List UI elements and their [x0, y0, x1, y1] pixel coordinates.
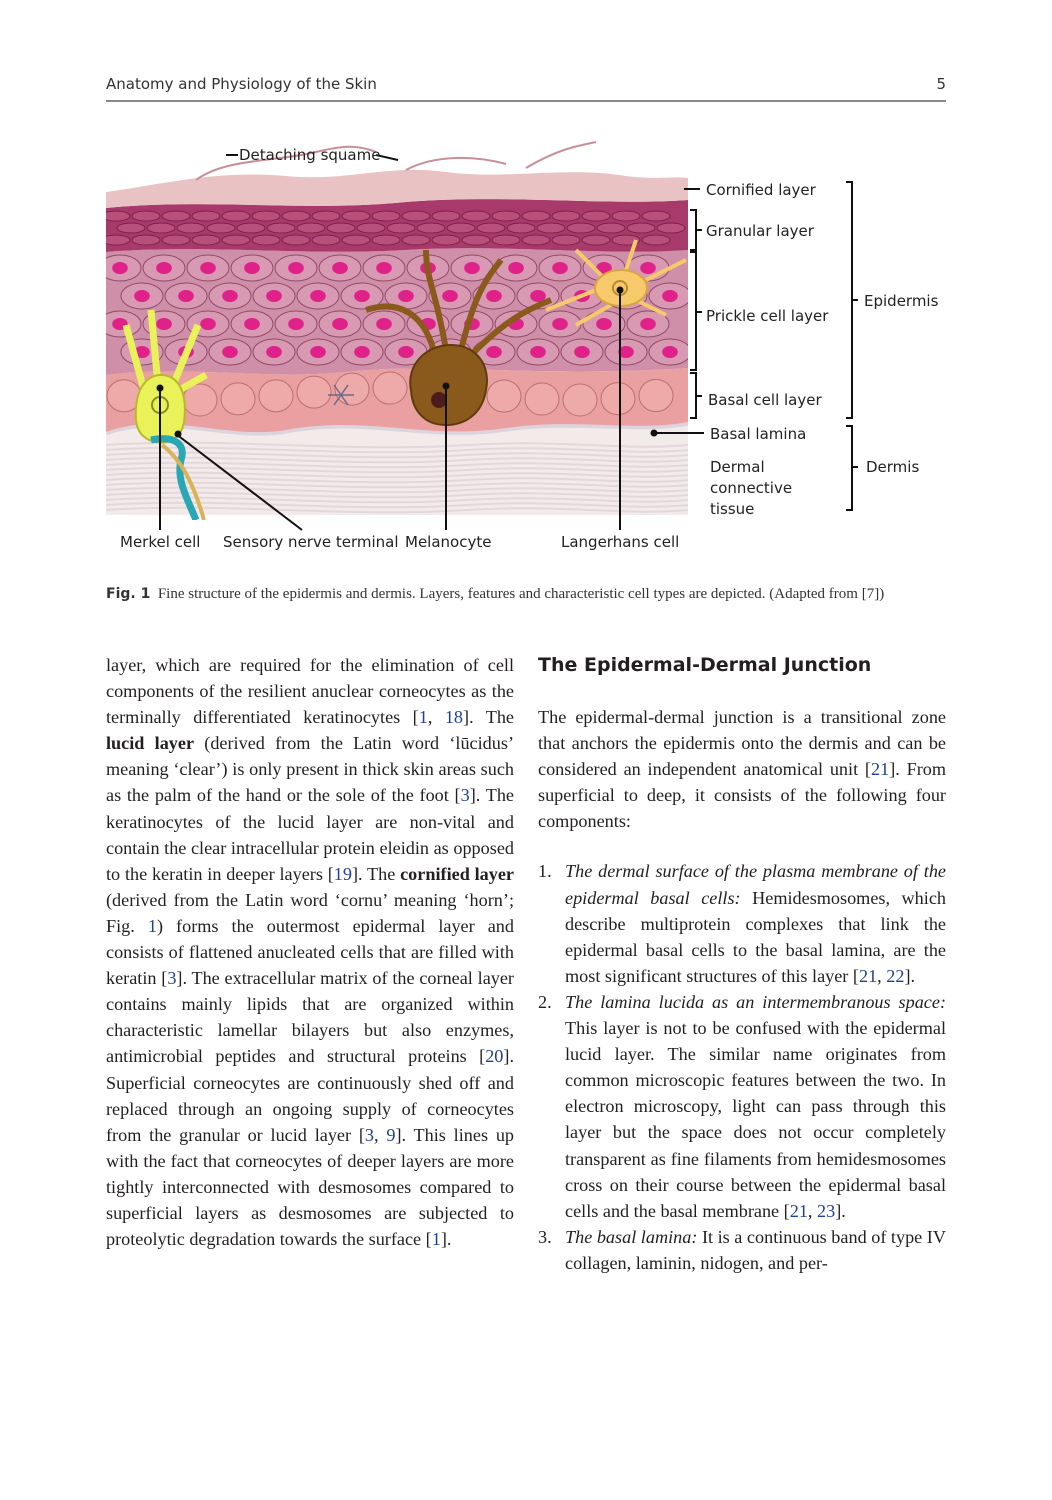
prickle-cell — [517, 339, 559, 365]
basal-cell — [297, 376, 331, 408]
granular-cell — [552, 235, 580, 245]
citation-link[interactable]: 22 — [886, 965, 905, 986]
citation-link[interactable]: 23 — [817, 1200, 836, 1221]
list-item-title: The basal lamina: — [565, 1226, 698, 1247]
list-item: 1. The dermal surface of the plasma membrane of the epidermal basal cells: Hemidesmosomes, which describe multiprotein complexes that link the epidermal basal cells to the basal lamina, are the most significant structures of this layer [21, 22]. — [538, 858, 946, 988]
granular-cell — [252, 235, 280, 245]
granular-cell — [537, 223, 565, 233]
granular-cell — [312, 211, 340, 221]
granular-cell — [582, 235, 610, 245]
term-cornified-layer: cornified layer — [400, 863, 514, 884]
prickle-cell — [253, 283, 295, 309]
granular-cell — [657, 223, 685, 233]
section-heading: The Epidermal-Dermal Junction — [538, 654, 872, 676]
granular-cell — [357, 223, 385, 233]
prickle-cell — [165, 283, 207, 309]
granular-cell — [177, 223, 205, 233]
prickle-cell — [539, 311, 581, 337]
prickle-cell — [539, 255, 581, 281]
prickle-cell — [495, 255, 537, 281]
intro-paragraph: The epidermal-dermal junction is a transitional zone that anchors the epidermis onto the dermis and can be considered an independent anatomical unit [21]. From superficial to deep, it consists of the following four components: — [538, 707, 947, 832]
prickle-cell — [605, 339, 647, 365]
basal-cell — [563, 384, 597, 416]
body-paragraph: layer, which are required for the elimination of cell components of the resilient anuclear corneocytes as the terminally differentiated keratinocytes [1, 18]. The lucid layer (derived from the Latin word ‘lūcidus’ meaning ‘clear’) is only present in thick skin areas such as the palm of the hand or the sole of the foot [3]. The keratinocytes of the lucid layer are non-vital and contain the clear intracellular protein eleidin as opposed to the keratin in deeper layers [19]. The cornified layer (derived from the Latin word ‘cornu’ meaning ‘horn’; Fig. 1) forms the outermost epidermal layer and consists of flattened anucleated cells that are filled with keratin [3]. The extracellular matrix of the corneal layer contains mainly lipids that are organized within characteristic lamellar bilayers but also enzymes, antimicrobial peptides and structural proteins [20]. Superficial corneocytes are continuously shed off and replaced through an ongoing supply of corneocytes from the granular or lucid layer [3, 9]. This lines up with the fact that corneocytes of deeper layers are more tightly interconnected with desmosomes compared to superficial layers as desmosomes are subjected to proteolytic degradation towards the surface [1]. — [106, 655, 515, 1250]
citation-link[interactable]: 9 — [386, 1124, 396, 1145]
granular-cell — [297, 223, 325, 233]
prickle-cell — [209, 283, 251, 309]
granular-cell — [267, 223, 295, 233]
basal-cell — [221, 383, 255, 415]
prickle-cell — [231, 311, 273, 337]
running-head — [106, 72, 946, 102]
granular-cell — [387, 223, 415, 233]
granular-cell — [132, 235, 160, 245]
bracket-prickle — [690, 252, 696, 370]
bracket-dermis — [846, 426, 852, 510]
prickle-cell — [649, 283, 691, 309]
prickle-cell — [583, 311, 625, 337]
granular-cell — [132, 211, 160, 221]
bracket-basal — [690, 373, 696, 418]
prickle-cell — [121, 283, 163, 309]
citation-link[interactable]: 3 — [167, 968, 177, 989]
right-column — [538, 652, 946, 1276]
granular-cell — [642, 211, 670, 221]
citation-link[interactable]: 21 — [858, 965, 878, 986]
left-column — [106, 652, 514, 1252]
label-dermal-line-1: Dermal — [710, 458, 765, 476]
granular-cell — [162, 235, 190, 245]
granular-cell — [492, 235, 520, 245]
label-epidermis: Epidermis — [864, 292, 939, 310]
prickle-cell — [106, 311, 141, 337]
label-sensory-nerve-terminal: Sensory nerve terminal — [223, 533, 399, 551]
label-granular-layer: Granular layer — [706, 222, 814, 240]
citation-link[interactable]: 3 — [364, 1124, 374, 1145]
granular-cell — [462, 235, 490, 245]
label-dermis: Dermis — [866, 458, 920, 476]
citation-link[interactable]: 3 — [460, 785, 470, 806]
list-number: 1. — [538, 861, 552, 882]
granular-cell — [106, 235, 130, 245]
citation-link[interactable]: 1 — [418, 707, 428, 728]
granular-cell — [432, 235, 460, 245]
skin-figure — [106, 140, 946, 560]
citation-link[interactable]: 21 — [789, 1200, 808, 1221]
granular-cell — [432, 211, 460, 221]
list-item-title: The lamina lucida as an intermembranous space: — [565, 991, 946, 1012]
granular-cell — [447, 223, 475, 233]
page-number: 5 — [936, 75, 946, 93]
basal-cell — [525, 383, 559, 415]
term-lucid-layer: lucid layer — [106, 733, 195, 754]
granular-cell — [192, 211, 220, 221]
granular-cell — [106, 211, 130, 221]
label-basal-lamina: Basal lamina — [710, 425, 807, 443]
granular-cell — [522, 211, 550, 221]
granular-cell — [222, 211, 250, 221]
granular-cell — [402, 235, 430, 245]
granular-cell — [342, 211, 370, 221]
basal-cell — [259, 380, 293, 412]
granular-cell — [312, 235, 340, 245]
basal-cell — [639, 380, 673, 412]
label-cornified-layer: Cornified layer — [706, 181, 816, 199]
bracket-granular — [690, 210, 696, 250]
prickle-cell — [561, 339, 603, 365]
basal-cell — [373, 372, 407, 404]
prickle-cell — [275, 311, 317, 337]
caption-label: Fig. 1 — [106, 586, 151, 602]
granular-cell — [207, 223, 235, 233]
basal-cell — [335, 373, 369, 405]
figure-reference-link[interactable]: 1 — [147, 915, 157, 936]
list-number: 3. — [538, 1226, 552, 1247]
granular-cell — [237, 223, 265, 233]
prickle-cell — [253, 339, 295, 365]
granular-cell — [582, 211, 610, 221]
granular-cell — [642, 235, 670, 245]
prickle-cell — [297, 283, 339, 309]
list-item: 3. The basal lamina: It is a continuous band of type IV collagen, laminin, nidogen, and per- — [538, 1224, 946, 1276]
label-merkel-cell: Merkel cell — [120, 533, 201, 551]
granular-cell — [597, 223, 625, 233]
prickle-cell — [275, 255, 317, 281]
prickle-cell — [143, 255, 185, 281]
granular-cell — [252, 211, 280, 221]
granular-cell — [222, 235, 250, 245]
citation-link[interactable]: 18 — [444, 707, 464, 728]
prickle-cell — [187, 255, 229, 281]
granular-cell — [342, 235, 370, 245]
list-number: 2. — [538, 991, 552, 1012]
list-item-title: The dermal surface of the plasma membrane of the epidermal basal cells: — [565, 861, 946, 908]
granular-cell — [282, 235, 310, 245]
prickle-cell — [106, 255, 141, 281]
granular-cell — [117, 223, 145, 233]
prickle-cell — [319, 255, 361, 281]
granular-cell — [282, 211, 310, 221]
granular-cell — [522, 235, 550, 245]
granular-cell — [567, 223, 595, 233]
granular-cell — [327, 223, 355, 233]
prickle-cell — [363, 255, 405, 281]
bracket-epidermis — [846, 182, 852, 418]
running-title: Anatomy and Physiology of the Skin — [106, 75, 377, 93]
label-detaching-squame: Detaching squame — [239, 146, 381, 164]
label-basal-cell-layer: Basal cell layer — [708, 391, 822, 409]
granular-cell — [372, 235, 400, 245]
granular-cell — [612, 211, 640, 221]
granular-cell — [192, 235, 220, 245]
citation-link[interactable]: 21 — [871, 759, 890, 780]
granular-cell — [372, 211, 400, 221]
label-dermal-line-3: tissue — [710, 500, 755, 518]
granular-cell — [147, 223, 175, 233]
prickle-cell — [209, 339, 251, 365]
prickle-cell — [297, 339, 339, 365]
granular-cell — [492, 211, 520, 221]
basal-cell — [487, 380, 521, 412]
component-list — [538, 858, 946, 1276]
basal-cell — [601, 383, 635, 415]
prickle-cell — [341, 339, 383, 365]
prickle-cell — [363, 311, 405, 337]
prickle-cell — [231, 255, 273, 281]
citation-link[interactable]: 19 — [333, 863, 352, 884]
granular-cell — [162, 211, 190, 221]
label-langerhans-cell: Langerhans cell — [561, 533, 680, 551]
granular-cell — [507, 223, 535, 233]
granular-cell — [417, 223, 445, 233]
label-dermal-line-2: connective — [710, 479, 793, 497]
granular-cell — [627, 223, 655, 233]
granular-cell — [402, 211, 430, 221]
list-item: 2. The lamina lucida as an intermembranous space: This layer is not to be confused with the epidermal lucid layer. The similar name originates from common microscopic features between the two. In electron microscopy, light can pass through this layer but the space does not occur completely transparent as fine filaments from hemidesmosomes cross on their course between the epidermal basal cells and the basal membrane [21, 23]. — [538, 989, 946, 1224]
skin-illustration — [106, 140, 691, 520]
skin-diagram — [106, 140, 946, 560]
prickle-cell — [319, 311, 361, 337]
citation-link[interactable]: 20 — [485, 1046, 504, 1067]
granular-cell — [552, 211, 580, 221]
figure-caption — [106, 584, 946, 605]
label-prickle-cell-layer: Prickle cell layer — [706, 307, 829, 325]
prickle-cell — [649, 339, 691, 365]
label-melanocyte: Melanocyte — [405, 533, 492, 551]
caption-text: Fine structure of the epidermis and dermis. Layers, features and characteristic cell types are depicted. (Adapted from [7]) — [157, 586, 885, 602]
granular-cell — [462, 211, 490, 221]
citation-link[interactable]: 1 — [431, 1229, 441, 1250]
granular-cell — [477, 223, 505, 233]
